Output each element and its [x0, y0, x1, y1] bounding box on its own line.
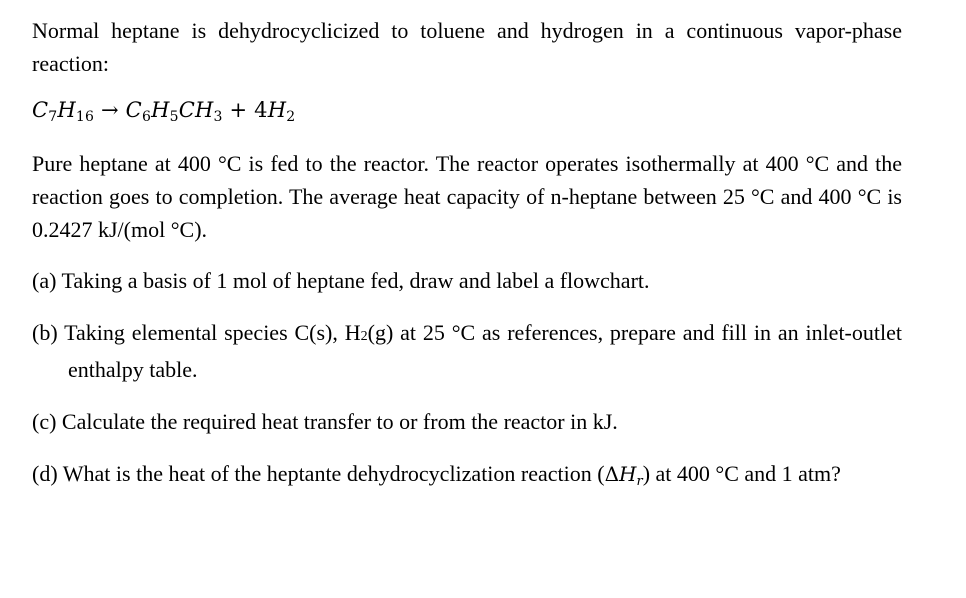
conditions-text: Pure heptane at 400 °C is fed to the reactor. The reactor operates isothermally at 400 °C and the reaction goes to completion. The average heat capacity of n-heptane between 25 °C and 400 °C is 0.2427 kJ/(mol °C).: [32, 151, 902, 242]
part-c-text: Calculate the required heat transfer to or from the reactor in kJ.: [61, 409, 618, 434]
part-d-label: (d): [32, 461, 63, 486]
eq-lhs-c: C: [32, 98, 49, 122]
part-d-text-post: ) at 400 °C and 1 atm?: [642, 461, 841, 486]
part-b-label: (b): [32, 320, 65, 345]
eq-p1-ch: CH: [178, 98, 214, 122]
part-b-subscript: 2: [360, 329, 368, 344]
part-a: [32, 264, 902, 297]
part-d: [32, 457, 902, 491]
part-d-delta: Δ: [604, 462, 620, 486]
part-d-text-pre: What is the heat of the heptante dehydrocyclization reaction (: [62, 461, 605, 486]
eq-p2-h: H: [267, 98, 287, 122]
eq-p1-h-sub: 5: [169, 109, 179, 125]
eq-plus: +: [222, 98, 255, 122]
intro-text: Normal heptane is dehydrocyclicized to toluene and hydrogen in a continuous vapor-phase reaction:: [32, 18, 902, 76]
part-c: [32, 405, 902, 438]
part-d-h: H: [619, 462, 637, 486]
eq-p1-h: H: [151, 98, 170, 122]
part-b: [32, 316, 902, 386]
part-d-h-sub: r: [636, 474, 643, 489]
part-c-label: (c): [32, 409, 62, 434]
eq-coef: 4: [254, 98, 268, 122]
part-b-text-pre: Taking elemental species C(s), H: [64, 320, 361, 345]
eq-p2-h-sub: 2: [286, 109, 296, 125]
eq-lhs-h-sub: 16: [75, 109, 95, 125]
eq-lhs-h: H: [57, 98, 76, 122]
eq-p1-c: C: [125, 98, 142, 122]
eq-p1-c-sub: 6: [141, 109, 152, 125]
eq-p1-ch-sub: 3: [213, 109, 223, 125]
reaction-equation: [32, 94, 902, 127]
part-b-text-post: (g) at 25 °C as references, prepare and fill in an inlet-outlet enthalpy table.: [68, 320, 902, 382]
eq-arrow: →: [94, 98, 126, 122]
part-a-text: Taking a basis of 1 mol of heptane fed, draw and label a flowchart.: [61, 268, 650, 293]
problem-page: [32, 14, 902, 491]
eq-lhs-c-sub: 7: [48, 109, 58, 125]
part-a-label: (a): [32, 268, 62, 293]
